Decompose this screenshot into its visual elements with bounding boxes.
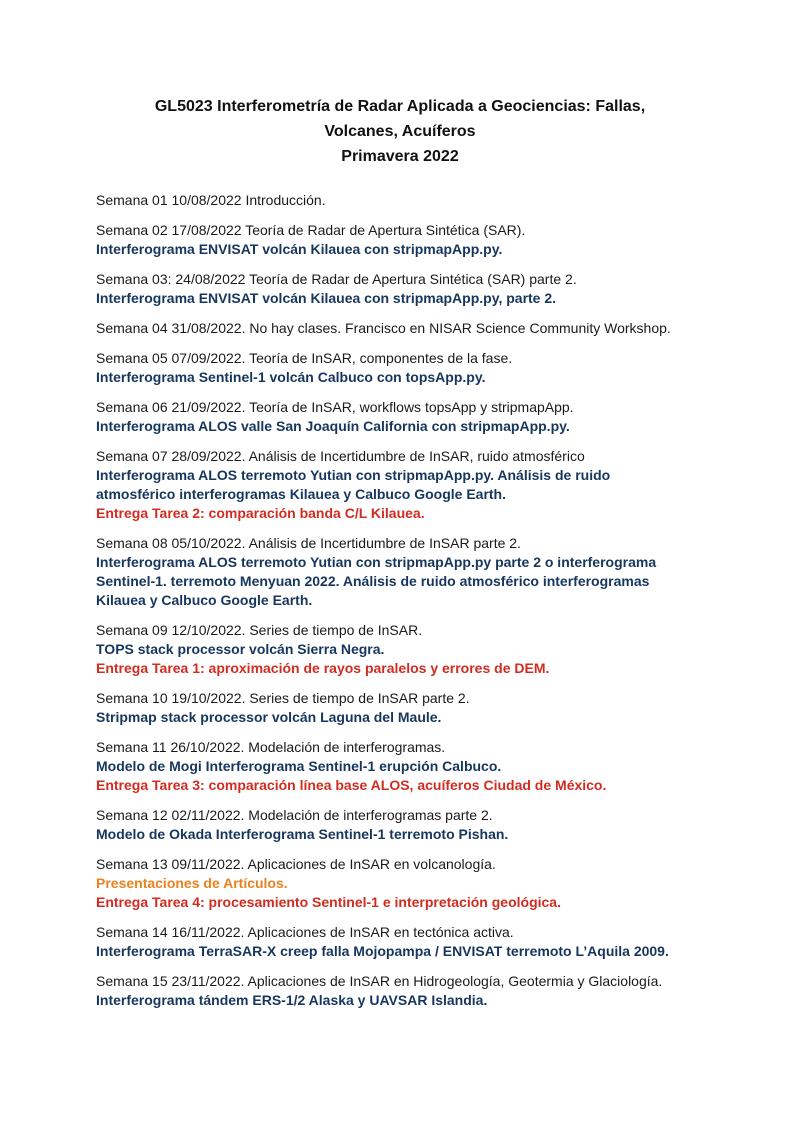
course-title-line-2: Volcanes, Acuíferos — [324, 123, 476, 140]
week-activity-line: Entrega Tarea 1: aproximación de rayos paralelos y errores de DEM. — [96, 660, 550, 676]
week-entry — [96, 621, 712, 678]
week-activity-line: Modelo de Mogi Interferograma Sentinel-1 erupción Calbuco. — [96, 758, 502, 774]
week-activity-line: Interferograma ENVISAT volcán Kilauea con stripmapApp.py. — [96, 241, 503, 257]
week-activity-line: Interferograma tándem ERS-1/2 Alaska y UAVSAR Islandia. — [96, 992, 488, 1008]
week-activity-line: Interferograma ENVISAT volcán Kilauea con stripmapApp.py, parte 2. — [96, 290, 557, 306]
week-topic-line: Semana 05 07/09/2022. Teoría de InSAR, componentes de la fase. — [96, 350, 513, 366]
week-entry — [96, 319, 712, 338]
week-entry — [96, 270, 712, 308]
week-topic-line: Semana 09 12/10/2022. Series de tiempo de InSAR. — [96, 622, 423, 638]
week-entry — [96, 923, 712, 961]
week-activity-line: Sentinel-1. terremoto Menyuan 2022. Análisis de ruido atmosférico interferogramas — [96, 573, 650, 589]
week-entry — [96, 349, 712, 387]
week-entry — [96, 398, 712, 436]
week-activity-line: Entrega Tarea 4: procesamiento Sentinel-1 e interpretación geológica. — [96, 894, 561, 910]
week-activity-line: Entrega Tarea 3: comparación línea base ALOS, acuíferos Ciudad de México. — [96, 777, 607, 793]
schedule-list — [96, 191, 712, 1010]
week-activity-line: Presentaciones de Artículos. — [96, 875, 288, 891]
week-activity-line: Interferograma ALOS valle San Joaquín California con stripmapApp.py. — [96, 418, 570, 434]
week-topic-line: Semana 06 21/09/2022. Teoría de InSAR, workflows topsApp y stripmapApp. — [96, 399, 574, 415]
week-activity-line: atmosférico interferogramas Kilauea y Calbuco Google Earth. — [96, 486, 506, 502]
week-topic-line: Semana 07 28/09/2022. Análisis de Incertidumbre de InSAR, ruido atmosférico — [96, 448, 585, 464]
week-topic-line: Semana 02 17/08/2022 Teoría de Radar de Apertura Sintética (SAR). — [96, 222, 526, 238]
week-topic-line: Semana 03: 24/08/2022 Teoría de Radar de Apertura Sintética (SAR) parte 2. — [96, 271, 577, 287]
week-topic-line: Semana 04 31/08/2022. No hay clases. Francisco en NISAR Science Community Workshop. — [96, 320, 671, 336]
week-activity-line: Kilauea y Calbuco Google Earth. — [96, 592, 313, 608]
week-entry — [96, 855, 712, 912]
week-entry — [96, 191, 712, 210]
week-activity-line: Entrega Tarea 2: comparación banda C/L Kilauea. — [96, 505, 425, 521]
week-activity-line: Interferograma ALOS terremoto Yutian con stripmapApp.py. Análisis de ruido — [96, 467, 611, 483]
week-activity-line: Interferograma Sentinel-1 volcán Calbuco con topsApp.py. — [96, 369, 486, 385]
course-title-line-1: GL5023 Interferometría de Radar Aplicada a Geociencias: Fallas, — [154, 98, 646, 115]
week-topic-line: Semana 14 16/11/2022. Aplicaciones de InSAR en tectónica activa. — [96, 924, 514, 940]
week-topic-line: Semana 11 26/10/2022. Modelación de interferogramas. — [96, 739, 446, 755]
week-activity-line: Interferograma TerraSAR-X creep falla Mojopampa / ENVISAT terremoto L’Aquila 2009. — [96, 943, 669, 959]
document-title — [0, 0, 800, 169]
week-entry — [96, 221, 712, 259]
week-entry — [96, 972, 712, 1010]
week-entry — [96, 447, 712, 523]
week-entry — [96, 534, 712, 610]
week-topic-line: Semana 15 23/11/2022. Aplicaciones de InSAR en Hidrogeología, Geotermia y Glaciología. — [96, 973, 663, 989]
week-activity-line: Stripmap stack processor volcán Laguna del Maule. — [96, 709, 442, 725]
week-topic-line: Semana 13 09/11/2022. Aplicaciones de InSAR en volcanología. — [96, 856, 496, 872]
week-entry — [96, 806, 712, 844]
week-topic-line: Semana 12 02/11/2022. Modelación de interferogramas parte 2. — [96, 807, 493, 823]
week-activity-line: TOPS stack processor volcán Sierra Negra. — [96, 641, 385, 657]
week-activity-line: Modelo de Okada Interferograma Sentinel-1 terremoto Pishan. — [96, 826, 509, 842]
course-term: Primavera 2022 — [341, 148, 459, 165]
week-topic-line: Semana 01 10/08/2022 Introducción. — [96, 192, 326, 208]
week-entry — [96, 689, 712, 727]
week-topic-line: Semana 10 19/10/2022. Series de tiempo de InSAR parte 2. — [96, 690, 470, 706]
week-activity-line: Interferograma ALOS terremoto Yutian con stripmapApp.py parte 2 o interferograma — [96, 554, 657, 570]
week-topic-line: Semana 08 05/10/2022. Análisis de Incertidumbre de InSAR parte 2. — [96, 535, 521, 551]
week-entry — [96, 738, 712, 795]
